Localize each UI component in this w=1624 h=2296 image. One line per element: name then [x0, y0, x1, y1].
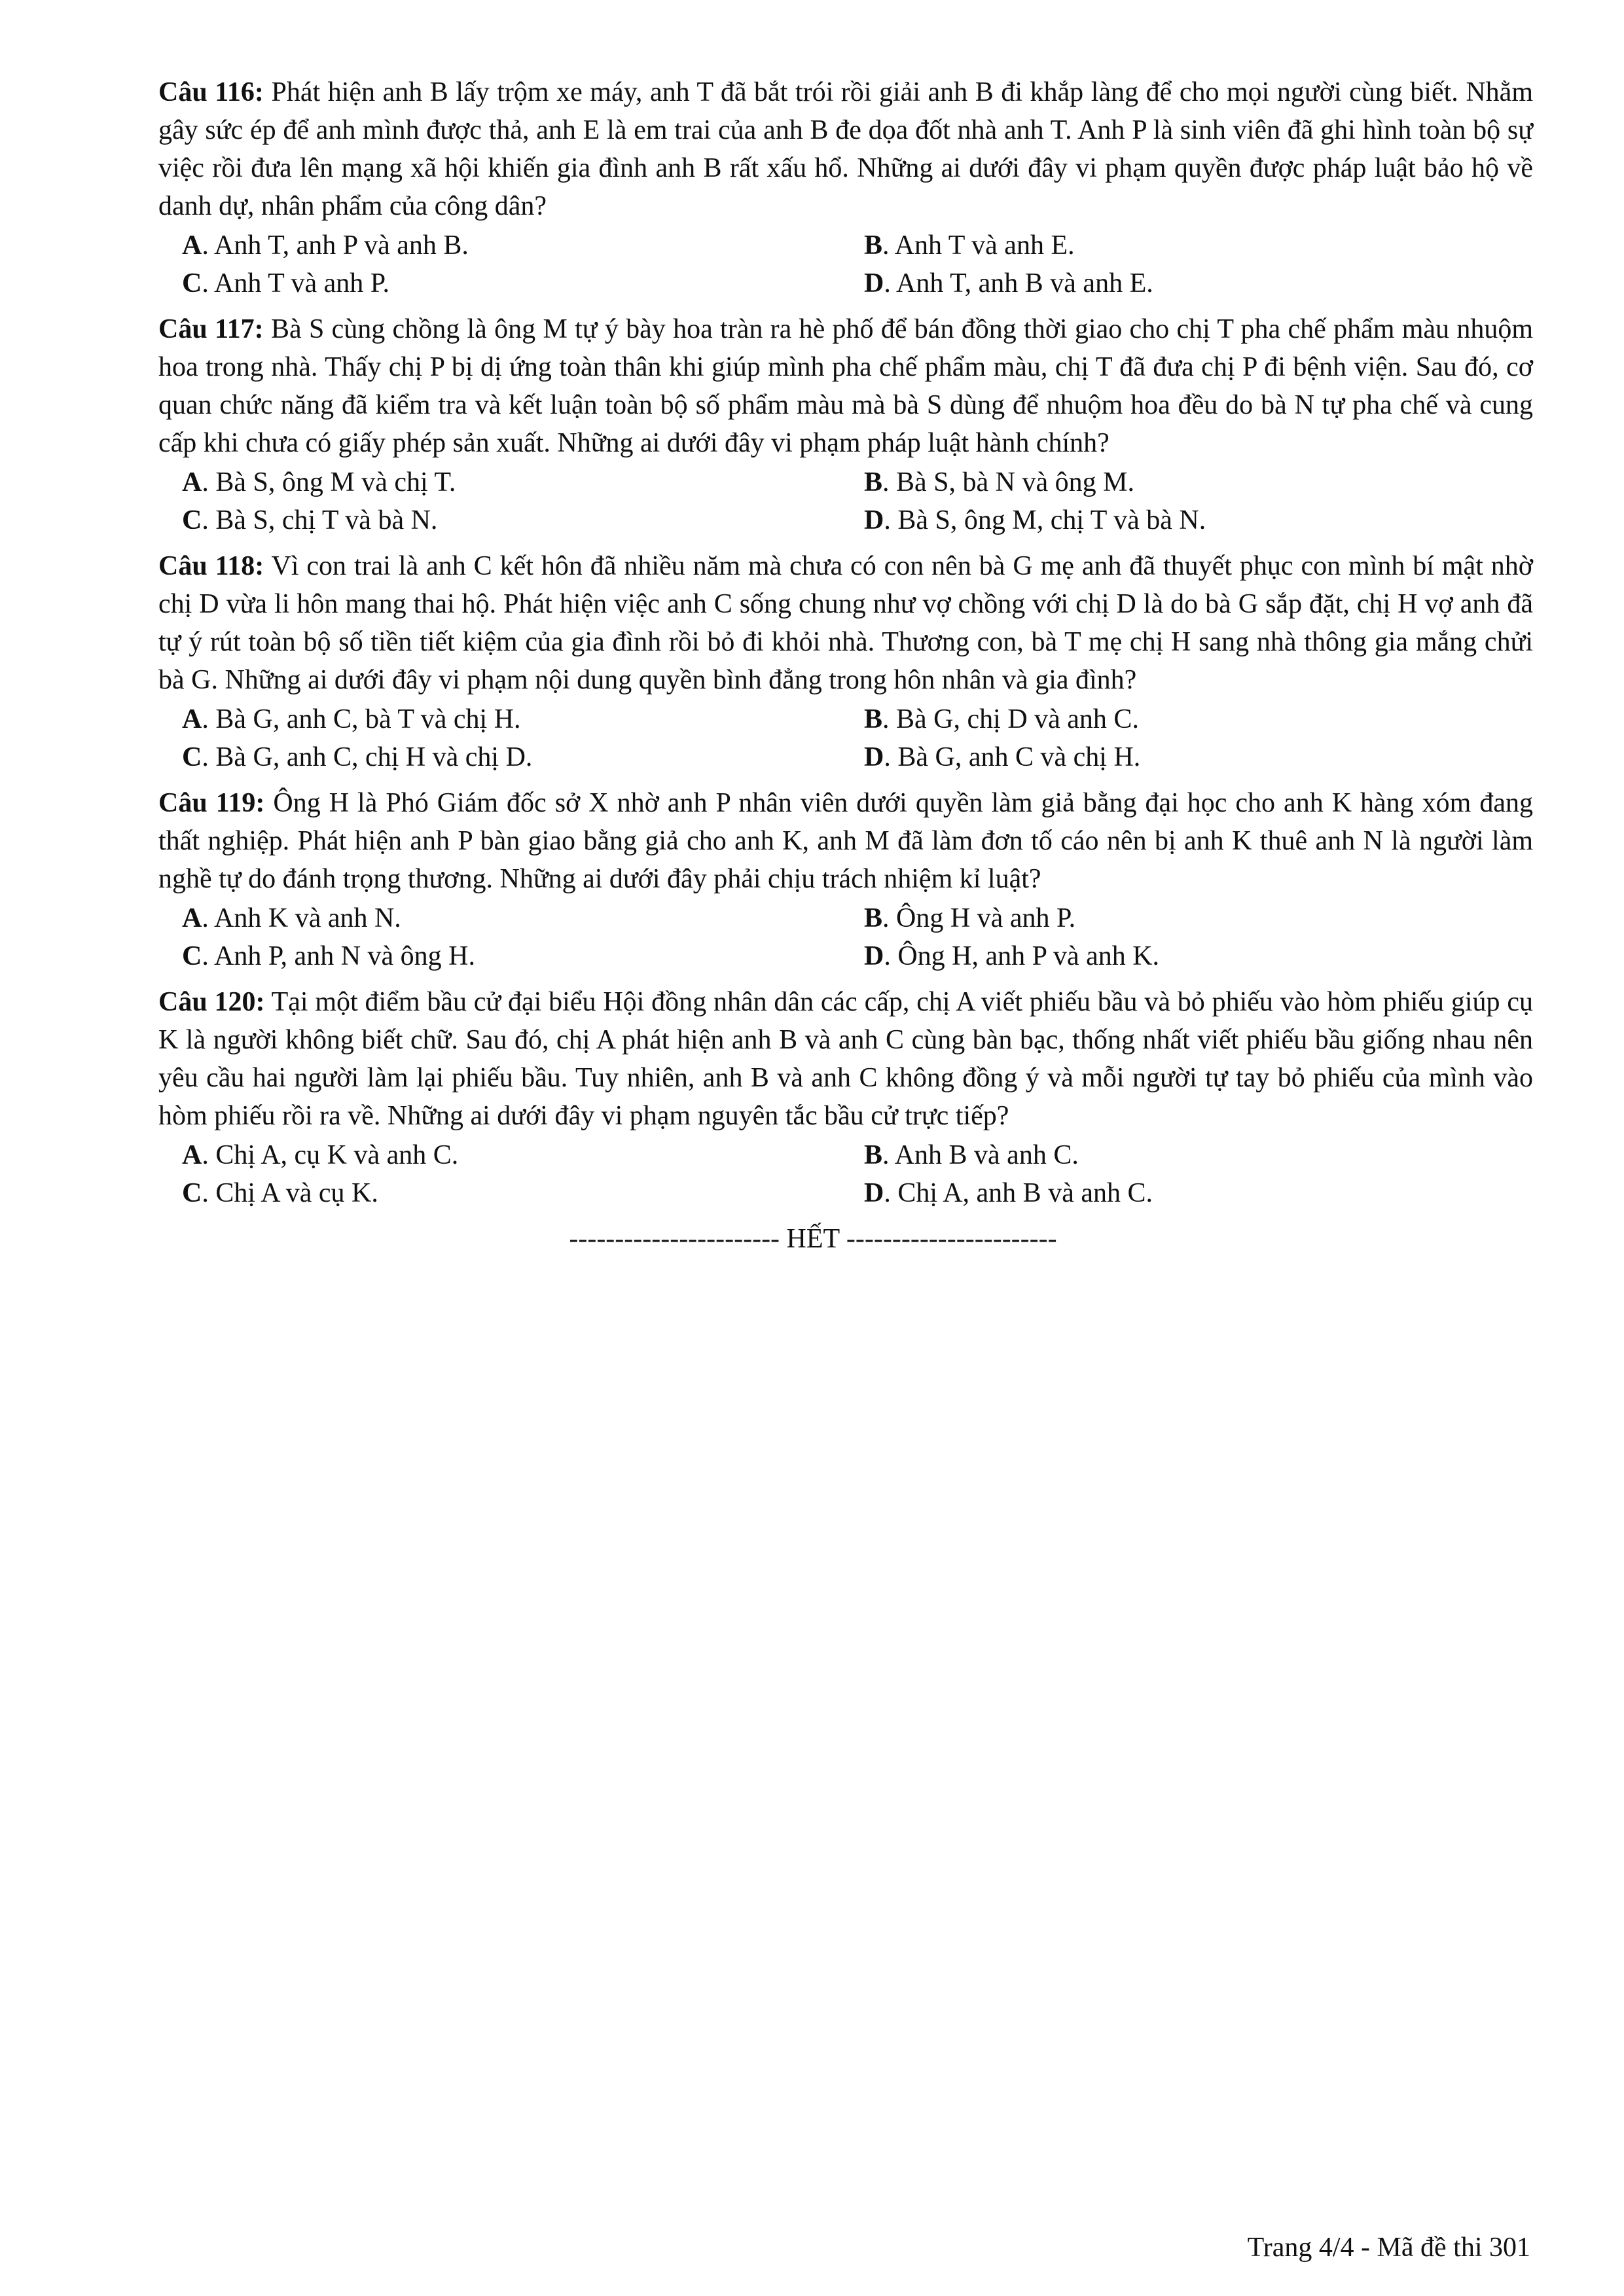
option-text: . Anh T và anh P.	[202, 268, 389, 298]
option-text: . Anh T, anh B và anh E.	[884, 268, 1153, 298]
option-d[interactable]	[864, 937, 1519, 975]
question-text	[158, 784, 1533, 898]
option-text: . Chị A và cụ K.	[202, 1178, 378, 1208]
question-116	[158, 73, 1533, 302]
option-letter: A	[182, 467, 202, 497]
question-120	[158, 983, 1533, 1212]
option-text: . Chị A, anh B và anh C.	[884, 1178, 1153, 1208]
question-body: Vì con trai là anh C kết hôn đã nhiều năm mà chưa có con nên bà G mẹ anh đã thuyết phục con mình bí mật nhờ chị D vừa li hôn mang thai hộ. Phát hiện việc anh C sống chung như vợ chồng với chị D là do bà G sắp đặt, chị H vợ anh đã tự ý rút toàn bộ số tiền tiết kiệm của gia đình rồi bỏ đi khỏi nhà. Thương con, bà T mẹ chị H sang nhà thông gia mắng chửi bà G. Những ai dưới đây vi phạm nội dung quyền bình đẳng trong hôn nhân và gia đình?	[158, 551, 1534, 695]
option-letter: C	[182, 1178, 202, 1208]
option-c[interactable]	[182, 501, 864, 539]
answer-options	[182, 463, 1533, 539]
option-letter: D	[864, 1178, 884, 1208]
option-b[interactable]	[864, 1136, 1519, 1174]
option-text: . Anh B và anh C.	[882, 1140, 1079, 1170]
option-text: . Bà G, chị D và anh C.	[882, 704, 1139, 734]
question-label: Câu 116:	[158, 77, 264, 107]
question-body: Tại một điểm bầu cử đại biểu Hội đồng nhân dân các cấp, chị A viết phiếu bầu và bỏ phiếu vào hòm phiếu giúp cụ K là người không biết chữ. Sau đó, chị A phát hiện anh B và anh C cùng bàn bạc, thống nhất viết phiếu bầu giống nhau nên yêu cầu hai người làm lại phiếu bầu. Tuy nhiên, anh B và anh C không đồng ý và mỗi người tự tay bỏ phiếu của mình vào hòm phiếu rồi ra về. Những ai dưới đây vi phạm nguyên tắc bầu cử trực tiếp?	[158, 987, 1533, 1131]
page-footer: Trang 4/4 - Mã đề thi 301	[1247, 2233, 1530, 2263]
option-letter: D	[864, 268, 884, 298]
question-label: Câu 119:	[158, 788, 265, 818]
option-text: . Chị A, cụ K và anh C.	[202, 1140, 459, 1170]
question-label: Câu 118:	[158, 551, 264, 581]
option-text: . Anh T và anh E.	[882, 230, 1075, 260]
answer-options	[182, 899, 1533, 975]
option-b[interactable]	[864, 700, 1519, 738]
option-d[interactable]	[864, 501, 1519, 539]
option-d[interactable]	[864, 1174, 1519, 1212]
option-letter: B	[864, 1140, 883, 1170]
option-text: . Bà G, anh C và chị H.	[884, 742, 1141, 772]
option-text: . Ông H và anh P.	[882, 903, 1076, 933]
question-label: Câu 117:	[158, 314, 264, 344]
option-b[interactable]	[864, 899, 1519, 937]
option-letter: C	[182, 505, 202, 535]
option-letter: D	[864, 742, 884, 772]
option-letter: B	[864, 704, 883, 734]
option-letter: B	[864, 230, 883, 260]
answer-options	[182, 226, 1533, 302]
option-text: . Bà G, anh C, chị H và chị D.	[202, 742, 533, 772]
option-letter: B	[864, 903, 883, 933]
question-text	[158, 547, 1533, 699]
question-text	[158, 73, 1533, 225]
option-d[interactable]	[864, 738, 1519, 776]
answer-options	[182, 1136, 1533, 1212]
option-c[interactable]	[182, 264, 864, 302]
question-body: Bà S cùng chồng là ông M tự ý bày hoa tràn ra hè phố để bán đồng thời giao cho chị T pha chế phẩm màu nhuộm hoa trong nhà. Thấy chị P bị dị ứng toàn thân khi giúp mình pha chế phẩm màu, chị T đã đưa chị P đi bệnh viện. Sau đó, cơ quan chức năng đã kiểm tra và kết luận toàn bộ số phẩm màu mà bà S dùng để nhuộm hoa đều do bà N tự pha chế và cung cấp khi chưa có giấy phép sản xuất. Những ai dưới đây vi phạm pháp luật hành chính?	[158, 314, 1533, 458]
option-c[interactable]	[182, 738, 864, 776]
option-d[interactable]	[864, 264, 1519, 302]
option-c[interactable]	[182, 937, 864, 975]
question-117	[158, 310, 1533, 539]
option-text: . Anh P, anh N và ông H.	[202, 941, 476, 971]
question-119	[158, 784, 1533, 975]
option-a[interactable]	[182, 899, 864, 937]
question-text	[158, 310, 1533, 462]
option-text: . Bà S, bà N và ông M.	[882, 467, 1134, 497]
option-letter: D	[864, 505, 884, 535]
question-body: Ông H là Phó Giám đốc sở X nhờ anh P nhân viên dưới quyền làm giả bằng đại học cho anh K hàng xóm đang thất nghiệp. Phát hiện anh P bàn giao bằng giả cho anh K, anh M đã làm đơn tố cáo nên bị anh K thuê anh N là người làm nghề tự do đánh trọng thương. Những ai dưới đây phải chịu trách nhiệm kỉ luật?	[158, 788, 1534, 894]
option-text: . Bà S, chị T và bà N.	[202, 505, 438, 535]
option-letter: A	[182, 1140, 202, 1170]
option-text: . Anh T, anh P và anh B.	[202, 230, 469, 260]
option-letter: C	[182, 268, 202, 298]
option-text: . Bà G, anh C, bà T và chị H.	[202, 704, 521, 734]
answer-options	[182, 700, 1533, 776]
option-letter: D	[864, 941, 884, 971]
exam-page	[158, 73, 1533, 1258]
option-letter: A	[182, 704, 202, 734]
option-letter: C	[182, 941, 202, 971]
option-text: . Bà S, ông M và chị T.	[202, 467, 456, 497]
option-text: . Ông H, anh P và anh K.	[884, 941, 1160, 971]
option-a[interactable]	[182, 700, 864, 738]
option-text: . Anh K và anh N.	[202, 903, 401, 933]
option-a[interactable]	[182, 226, 864, 264]
option-a[interactable]	[182, 1136, 864, 1174]
question-body: Phát hiện anh B lấy trộm xe máy, anh T đã bắt trói rồi giải anh B đi khắp làng để cho mọi người cùng biết. Nhằm gây sức ép để anh mình được thả, anh E là em trai của anh B đe dọa đốt nhà anh T. Anh P là sinh viên đã ghi hình toàn bộ sự việc rồi đưa lên mạng xã hội khiến gia đình anh B rất xấu hổ. Những ai dưới đây vi phạm quyền được pháp luật bảo hộ về danh dự, nhân phẩm của công dân?	[158, 77, 1533, 221]
option-letter: A	[182, 230, 202, 260]
question-label: Câu 120:	[158, 987, 265, 1017]
option-b[interactable]	[864, 226, 1519, 264]
option-text: . Bà S, ông M, chị T và bà N.	[884, 505, 1206, 535]
option-a[interactable]	[182, 463, 864, 501]
option-c[interactable]	[182, 1174, 864, 1212]
option-letter: C	[182, 742, 202, 772]
option-b[interactable]	[864, 463, 1519, 501]
question-118	[158, 547, 1533, 776]
option-letter: A	[182, 903, 202, 933]
option-letter: B	[864, 467, 883, 497]
question-text	[158, 983, 1533, 1135]
end-marker: ----------------------- HẾT -----------------------	[569, 1224, 1057, 1254]
